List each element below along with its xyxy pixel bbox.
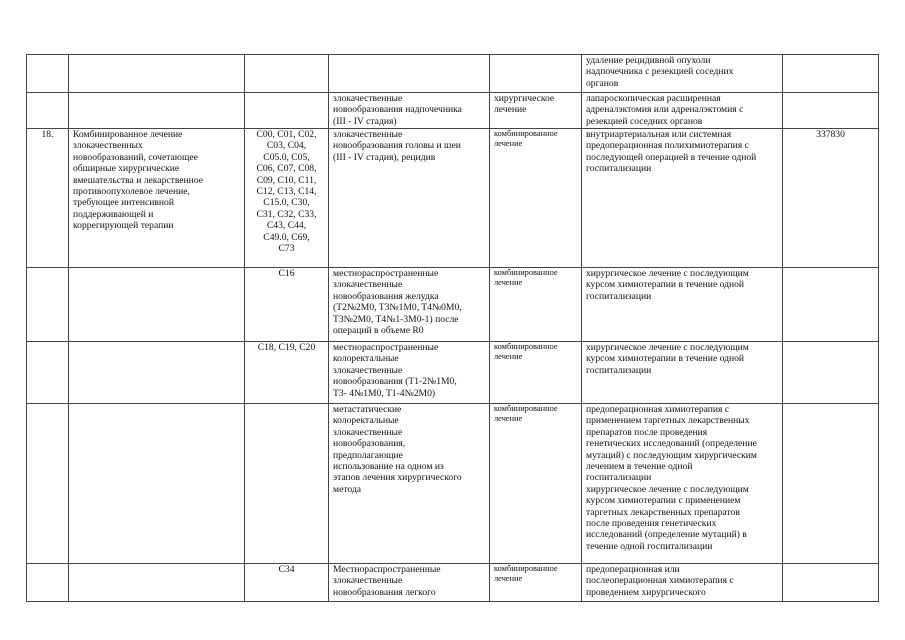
treatment-type-cell: комбинированное лечение xyxy=(490,564,582,602)
table-row xyxy=(27,129,879,268)
care-type-cell xyxy=(69,342,245,404)
price-cell xyxy=(783,342,879,404)
diagnosis-cell: местнораспространенные колоректальные злокачественные новообразования (T1-2№1M0, T3- 4№1M0, T1-4№2M0) xyxy=(329,342,490,404)
row-number-cell xyxy=(27,342,69,404)
care-type-cell xyxy=(69,268,245,342)
price-cell xyxy=(783,564,879,602)
icd-codes-cell: C18, C19, C20 xyxy=(245,342,329,404)
method-cell: лапароскопическая расширенная адреналэктомия или адреналэктомия с резекцией соседних органов xyxy=(582,93,783,129)
method-cell: удаление рецидивной опухоли надпочечника с резекцией соседних органов xyxy=(582,55,783,93)
icd-codes-cell: C00, C01, C02, C03, C04, C05.0, C05, C06, C07, C08, C09, C10, C11, C12, C13, C14, C15.0, C30, C31, C32, C33, C43, C44, C49.0, C69, C73 xyxy=(245,129,329,268)
price-cell xyxy=(783,268,879,342)
icd-codes-cell: C16 xyxy=(245,268,329,342)
icd-codes-cell xyxy=(245,404,329,564)
price-cell xyxy=(783,55,879,93)
table-row xyxy=(27,342,879,404)
icd-codes-cell xyxy=(245,55,329,93)
row-number-cell xyxy=(27,55,69,93)
method-cell: внутриартериальная или системная предоперационная полихимиотерапия с последующей операцией в течение одной госпитализации xyxy=(582,129,783,268)
table-row xyxy=(27,93,879,129)
table-row xyxy=(27,404,879,564)
row-number-cell xyxy=(27,564,69,602)
diagnosis-cell: метастатические колоректальные злокачественные новообразования, предполагающие использование на одном из этапов лечения хирургического метода xyxy=(329,404,490,564)
care-type-cell xyxy=(69,404,245,564)
treatment-type-cell xyxy=(490,55,582,93)
diagnosis-cell: злокачественные новообразования головы и шеи (III - IV стадия), рецидив xyxy=(329,129,490,268)
diagnosis-cell xyxy=(329,55,490,93)
care-type-cell xyxy=(69,93,245,129)
medical-care-table xyxy=(26,54,879,602)
care-type-cell: Комбинированное лечение злокачественных новообразований, сочетающее обширные хирургические вмешательства и лекарственное противоопухолевое лечение, требующее интенсивной поддерживающей и коррегирующей терапии xyxy=(69,129,245,268)
method-cell: предоперационная химиотерапия с применением таргетных лекарственных препаратов после проведения генетических исследований (определение мутаций) с последующим хирургическим лечением в течение одной госпитализации хирургическое лечение с последующим курсом химиотерапии с применением таргетных лекарственных препаратов после проведения генетических исследований (определение мутаций) в течение одной госпитализации xyxy=(582,404,783,564)
treatment-type-cell: комбинированное лечение xyxy=(490,129,582,268)
price-cell xyxy=(783,93,879,129)
diagnosis-cell: Местнораспространенные злокачественные новообразования легкого xyxy=(329,564,490,602)
care-type-cell xyxy=(69,564,245,602)
treatment-type-cell: комбинированное лечение xyxy=(490,342,582,404)
row-number-cell xyxy=(27,268,69,342)
icd-codes-cell: C34 xyxy=(245,564,329,602)
row-number-cell: 18. xyxy=(27,129,69,268)
table-row xyxy=(27,268,879,342)
treatment-type-cell: комбинированное лечение xyxy=(490,404,582,564)
method-cell: хирургическое лечение с последующим курсом химиотерапии в течение одной госпитализации xyxy=(582,342,783,404)
diagnosis-cell: местнораспространенные злокачественные новообразования желудка (T2№2M0, T3№1M0, T4№0M0, T3№2M0, T4№1-3M0-1) после операций в объеме R0 xyxy=(329,268,490,342)
method-cell: предоперационная или послеоперационная химиотерапия с проведением хирургического xyxy=(582,564,783,602)
table-row xyxy=(27,564,879,602)
icd-codes-cell xyxy=(245,93,329,129)
row-number-cell xyxy=(27,93,69,129)
method-cell: хирургическое лечение с последующим курсом химиотерапии в течение одной госпитализации xyxy=(582,268,783,342)
row-number-cell xyxy=(27,404,69,564)
care-type-cell xyxy=(69,55,245,93)
treatment-type-cell: комбинированное лечение xyxy=(490,268,582,342)
treatment-type-cell: хирургическое лечение xyxy=(490,93,582,129)
price-cell xyxy=(783,404,879,564)
table-row xyxy=(27,55,879,93)
price-cell: 337830 xyxy=(783,129,879,268)
diagnosis-cell: злокачественные новообразования надпочечника (III - IV стадия) xyxy=(329,93,490,129)
